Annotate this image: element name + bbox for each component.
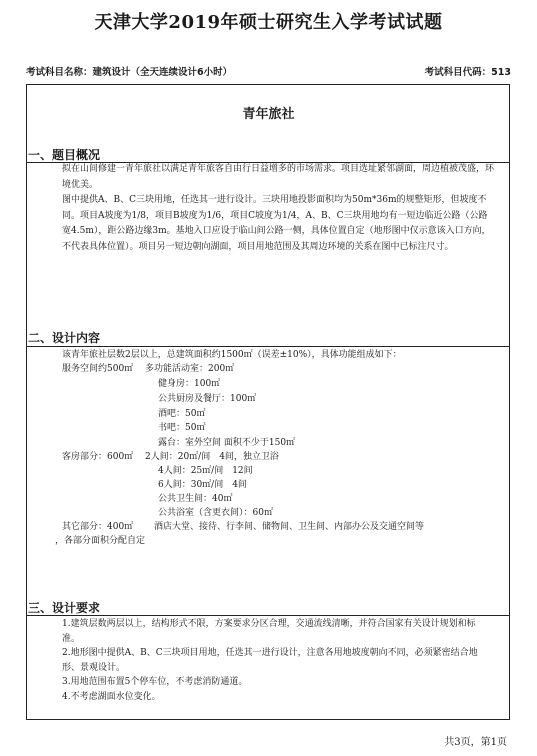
service-item: 健身房：100㎡ bbox=[158, 379, 221, 389]
section-3-heading: 三、设计要求 bbox=[28, 601, 101, 615]
subject-name: 考试科目名称：建筑设计（全天连续设计6小时） bbox=[26, 67, 233, 78]
section-1-paragraph-1: 拟在山间修建一青年旅社以满足青年旅客自由行日益增多的市场需求。项目选址紧邻湖面，周边植被茂盛，环境优美。 bbox=[62, 164, 495, 190]
section-divider bbox=[27, 615, 510, 616]
room-item: 2人间：20㎡/间 4间，独立卫浴 bbox=[145, 452, 279, 462]
requirement-item: 3.用地范围布置5个停车位，不考虑消防通道。 bbox=[62, 677, 248, 687]
section-1-paragraph-2: 图中提供A、B、C三块用地，任选其一进行设计。三块用地投影面积均为50m*36m的规整矩形，但坡度不同。项目A坡度为1/8，项目B坡度为1/6，项目C坡度为1/4，A、B、C三块用地均有一短边临近公路（公路宽4.5m），距公路边缘3m。基地入口应设于临山间公路一侧，具体位置自定（地形图中仅示意该入口方向，不代表具体位置）。项目另一短边朝向湖面，项目用地范围及其周边环境的关系在图中已标注尺寸。 bbox=[62, 195, 491, 252]
other-section-label: 其它部分：400㎡ bbox=[62, 522, 134, 532]
section-divider bbox=[27, 346, 510, 347]
service-item: 酒吧：50㎡ bbox=[158, 409, 206, 419]
page-number: 共3页，第1页 bbox=[444, 737, 507, 748]
service-item: 公共厨房及餐厅：100㎡ bbox=[158, 394, 257, 404]
requirement-item: 2.地形图中提供A、B、C三块项目用地，任选其一进行设计，注意各用地坡度朝向不同，必须紧密结合地形、景观设计。 bbox=[62, 648, 478, 673]
section-2-heading: 二、设计内容 bbox=[28, 331, 101, 345]
room-item: 4人间：25㎡/间 12间 bbox=[158, 466, 253, 476]
requirement-item: 4.不考虑湖面水位变化。 bbox=[62, 692, 161, 702]
service-item: 书吧：50㎡ bbox=[158, 423, 206, 433]
room-item: 公共卫生间：40㎡ bbox=[158, 494, 233, 504]
requirement-item: 1.建筑层数两层以上，结构形式不限，方案要求分区合理，交通流线清晰，并符合国家有关设计规划和标准。 bbox=[62, 619, 476, 644]
other-section-text: 酒店大堂、接待、行李间、储物间、卫生间、内部办公及交通空间等 bbox=[154, 522, 425, 532]
room-section-label: 客房部分：600㎡ bbox=[62, 452, 134, 462]
service-space-label: 服务空间约500㎡ bbox=[62, 364, 134, 374]
exam-title: 天津大学2019年硕士研究生入学考试试题 bbox=[94, 12, 443, 33]
service-item: 多功能活动室：200㎡ bbox=[145, 364, 235, 374]
project-title: 青年旅社 bbox=[242, 107, 295, 122]
room-item: 6人间：30㎡/间 4间 bbox=[158, 480, 247, 490]
room-item: 公共浴室（含更衣间）：60㎡ bbox=[158, 508, 273, 518]
subject-code: 考试科目代码：513 bbox=[424, 67, 511, 78]
service-item: 露台：室外空间 面积不少于150㎡ bbox=[158, 438, 296, 448]
other-section-note: ，各部分面积分配自定 bbox=[55, 536, 146, 546]
section-1-heading: 一、题目概况 bbox=[28, 148, 101, 162]
section-2-intro: 该青年旅社层数2层以上，总建筑面积约1500㎡（误差±10%），具体功能组成如下： bbox=[62, 350, 402, 360]
